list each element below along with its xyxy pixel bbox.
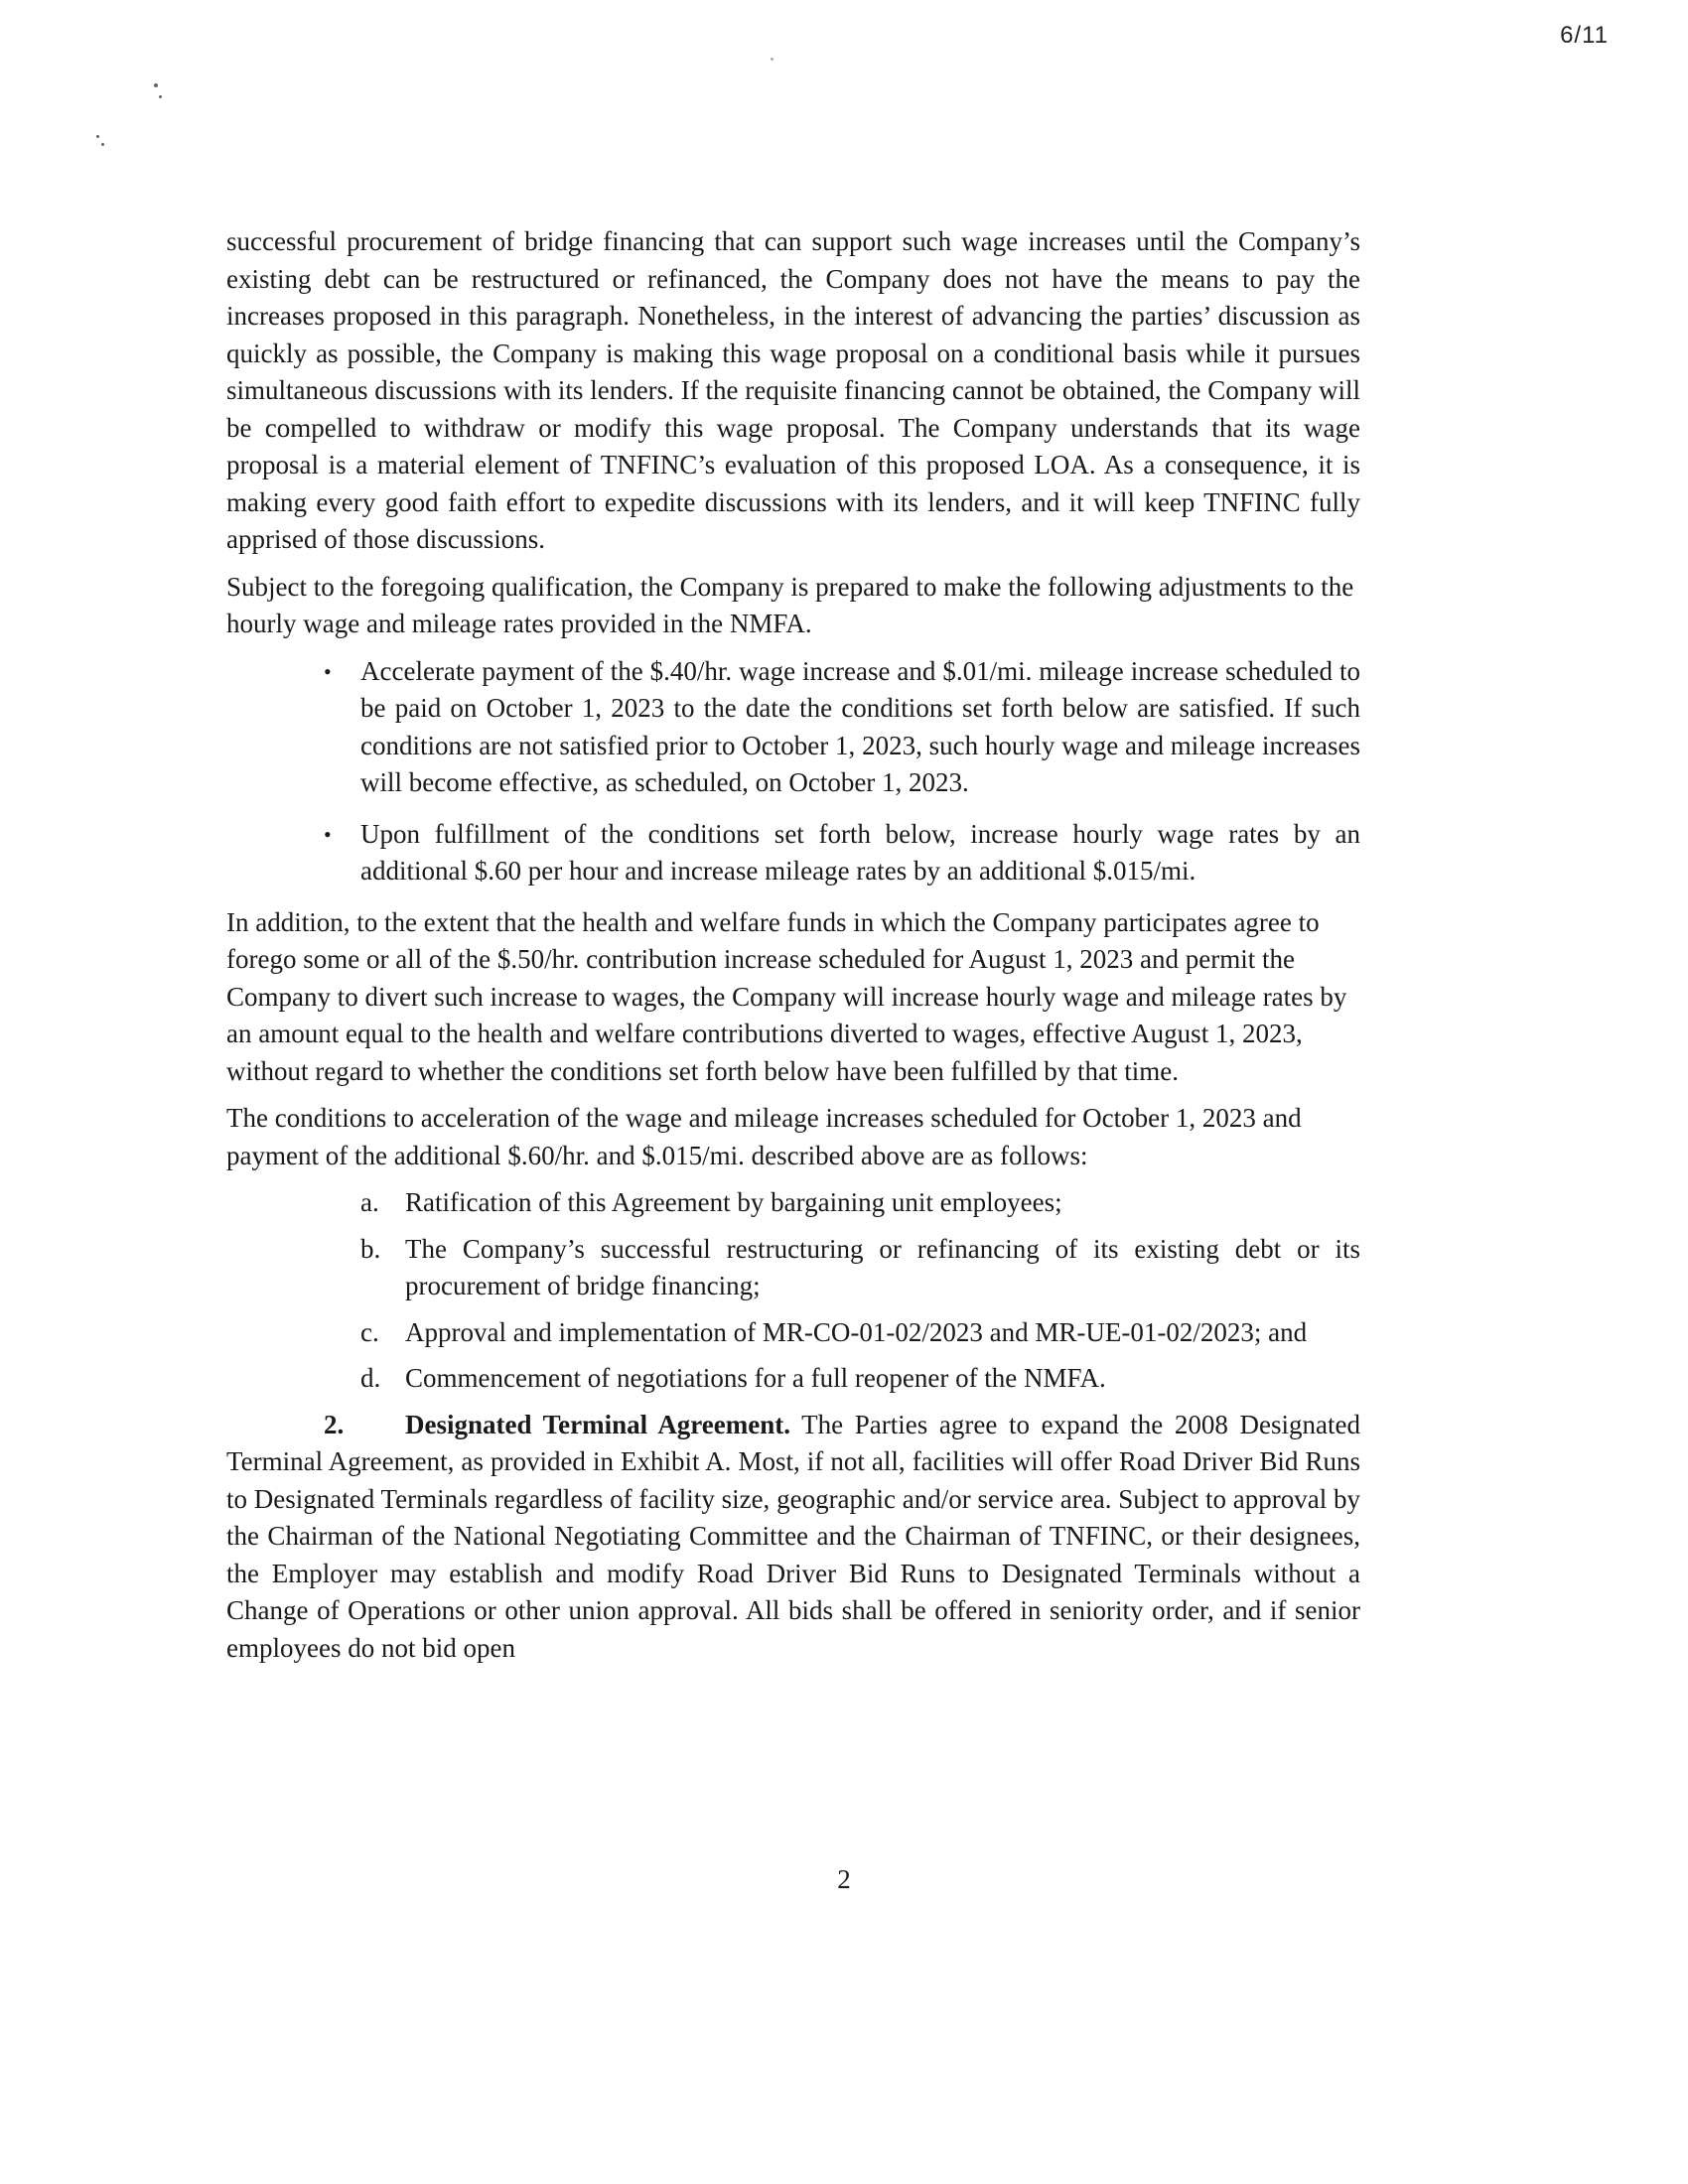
list-item-text: Approval and implementation of MR-CO-01-02/2023 and MR-UE-01-02/2023; and bbox=[405, 1316, 1308, 1347]
scan-speck bbox=[154, 83, 158, 87]
list-item-text: The Company’s successful restructuring or refinancing of its existing debt or its procurement of bridge financing; bbox=[405, 1233, 1360, 1300]
scan-speck bbox=[96, 135, 99, 138]
list-item bbox=[360, 1360, 1360, 1398]
paragraph-health-welfare: In addition, to the extent that the health and welfare funds in which the Company participates agree to forego some or all of the $.50/hr. contribution increase scheduled for August 1, 2023 and permit the Company to divert such increase to wages, the Company will increase hourly wage and mileage rates by an amount equal to the health and welfare contributions diverted to wages, effective August 1, 2023, without regard to whether the conditions set forth below have been fulfilled by that time. bbox=[226, 906, 1347, 1086]
scan-speck bbox=[771, 58, 774, 61]
list-item bbox=[360, 1314, 1360, 1352]
list-marker: a. bbox=[360, 1187, 379, 1217]
conditions-list bbox=[226, 1184, 1360, 1398]
list-item bbox=[324, 816, 1360, 890]
list-item-text: Ratification of this Agreement by bargaining unit employees; bbox=[405, 1187, 1062, 1217]
list-marker: c. bbox=[360, 1316, 379, 1347]
paragraph-conditions-intro: The conditions to acceleration of the wage and mileage increases scheduled for October 1, 2023 and payment of the additional $.60/hr. and $.015/mi. described above are as follows: bbox=[226, 1103, 1302, 1170]
scan-speck bbox=[159, 95, 162, 98]
list-item-text: Accelerate payment of the $.40/hr. wage increase and $.01/mi. mileage increase scheduled to be paid on October 1, 2023 to the date the conditions set forth below are satisfied. If such conditions are not satisfied prior to October 1, 2023, such hourly wage and mileage increases will become effective, as scheduled, on October 1, 2023. bbox=[360, 655, 1360, 797]
bullet-marker: • bbox=[324, 821, 332, 847]
list-item-text: Upon fulfillment of the conditions set forth below, increase hourly wage rates by an additional $.60 per hour and increase mileage rates by an additional $.015/mi. bbox=[360, 818, 1360, 886]
bullet-marker: • bbox=[324, 658, 332, 684]
paragraph-financing: successful procurement of bridge financing that can support such wage increases until the Company’s existing debt can be restructured or refinanced, the Company does not have the means to pay the increases proposed in this paragraph. Nonetheless, in the interest of advancing the parties’ discussion as quickly as possible, the Company is making this wage proposal on a conditional basis while it pursues simultaneous discussions with its lenders. If the requisite financing cannot be obtained, the Company will be compelled to withdraw or modify this wage proposal. The Company understands that its wage proposal is a material element of TNFINC’s evaluation of this proposed LOA. As a consequence, it is making every good faith effort to expedite discussions with its lenders, and it will keep TNFINC fully apprised of those discussions. bbox=[226, 226, 1360, 554]
document-body bbox=[226, 223, 1360, 1667]
section-number: 2. bbox=[324, 1409, 345, 1439]
fax-page-indicator: 6/11 bbox=[1560, 22, 1609, 49]
list-item bbox=[360, 1184, 1360, 1222]
list-marker: d. bbox=[360, 1363, 381, 1393]
list-item bbox=[324, 653, 1360, 802]
paragraph-adjustments-intro: Subject to the foregoing qualification, the Company is prepared to make the following adjustments to the hourly wage and mileage rates provided in the NMFA. bbox=[226, 571, 1354, 638]
section-text: The Parties agree to expand the 2008 Designated Terminal Agreement, as provided in Exhibit A. Most, if not all, facilities will offer Road Driver Bid Runs to Designated Terminals regardless of facility size, geographic and/or service area. Subject to approval by the Chairman of the National Negotiating Committee and the Chairman of TNFINC, or their designees, the Employer may establish and modify Road Driver Bid Runs to Designated Terminals without a Change of Operations or other union approval. All bids shall be offered in seniority order, and if senior employees do not bid open bbox=[226, 1409, 1360, 1663]
scan-speck bbox=[101, 143, 104, 146]
adjustments-list bbox=[226, 653, 1360, 890]
page-number: 2 bbox=[837, 1864, 851, 1894]
list-item bbox=[360, 1231, 1360, 1305]
section-title: Designated Terminal Agreement. bbox=[405, 1409, 791, 1439]
list-item-text: Commencement of negotiations for a full reopener of the NMFA. bbox=[405, 1363, 1106, 1393]
list-marker: b. bbox=[360, 1233, 381, 1264]
section-designated-terminal bbox=[226, 1407, 1360, 1668]
